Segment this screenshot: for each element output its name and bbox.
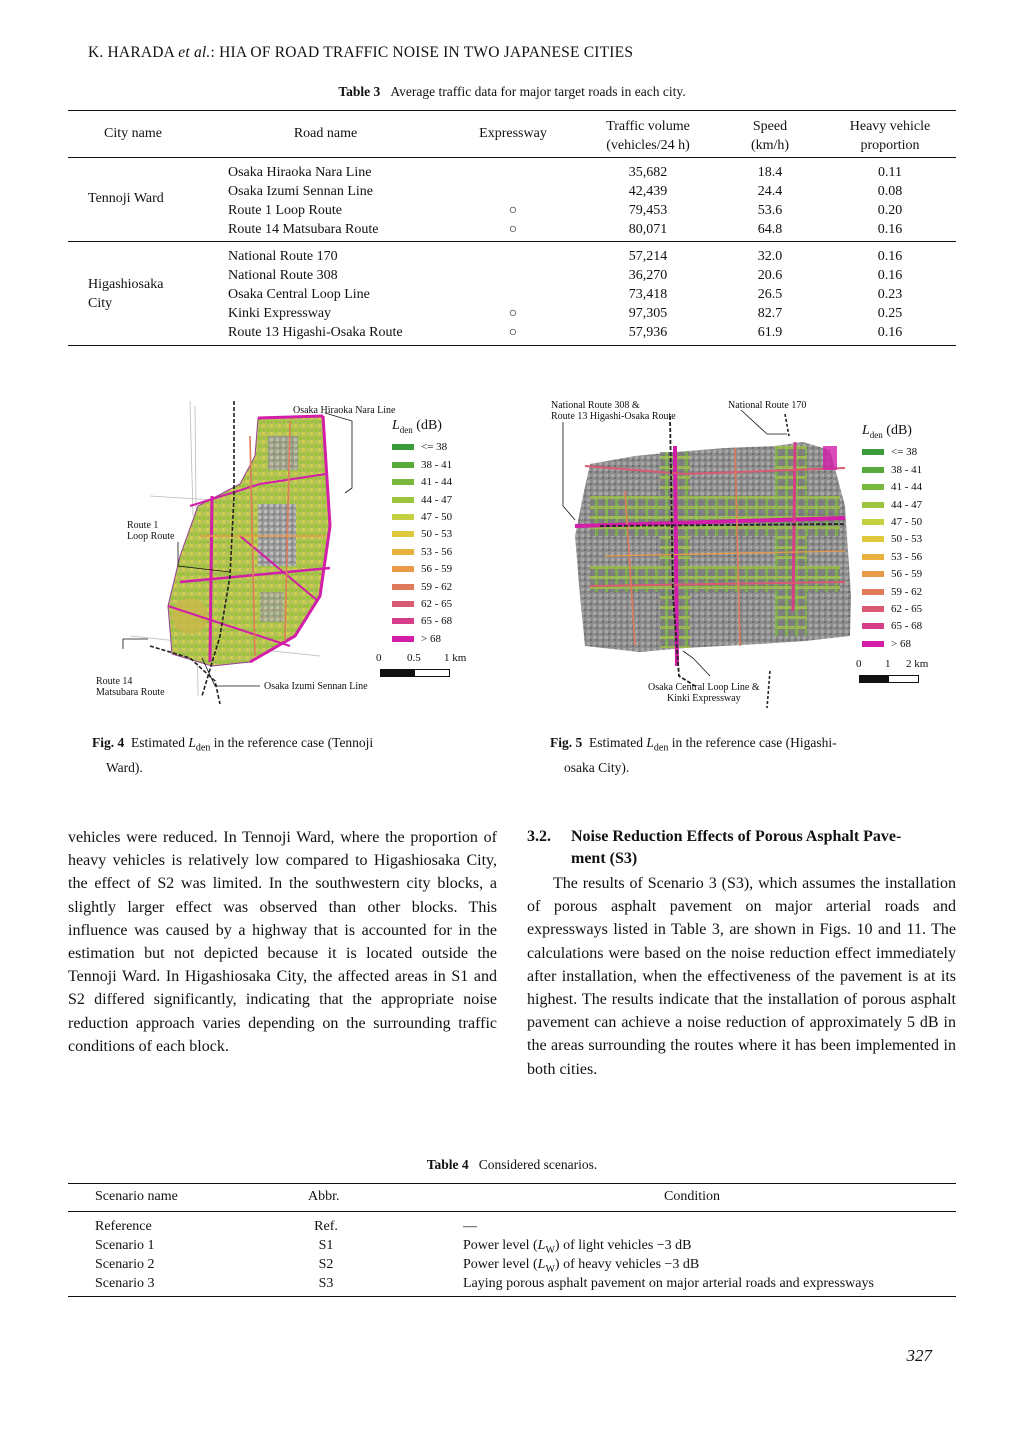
legend-swatch: [862, 554, 884, 560]
fig4-legend: [392, 418, 452, 647]
legend-title: [392, 418, 452, 435]
fig4-label-loop: [127, 520, 175, 542]
legend-label: 44 - 47: [421, 493, 453, 506]
table4-top-rule: [68, 1183, 956, 1184]
legend-item: [392, 561, 452, 578]
legend-label: 65 - 68: [891, 620, 923, 633]
cell-road: Osaka Central Loop Line: [228, 287, 370, 302]
cell-heavy: 0.20: [877, 203, 903, 218]
table3-caption-text: Average traffic data for major target roads in each city.: [390, 84, 686, 99]
legend-swatch: [862, 484, 884, 490]
legend-label: 47 - 50: [891, 516, 923, 529]
table-row: [68, 1274, 956, 1293]
legend-item: [862, 461, 922, 478]
cell-expressway: ○: [508, 222, 518, 237]
fig4-caption-sub: den: [195, 742, 211, 754]
legend-rows: [392, 439, 452, 648]
cell-volume: 79,453: [628, 203, 668, 218]
cell-road: Kinki Expressway: [228, 306, 332, 321]
table4-bottom-rule: [68, 1296, 956, 1297]
fig4-park: [172, 598, 208, 634]
fig4-label-route14-line2: Matsubara Route: [96, 687, 165, 698]
cell-scenario-name: Scenario 3: [95, 1276, 155, 1291]
legend-item: [862, 583, 922, 600]
table-row: [68, 1255, 956, 1274]
section-body-paragraph: The results of Scenario 3 (S3), which assumes the installation of porous asphalt pavement on major arterial roads and expressways listed in Table 3, are shown in Figs. 10 and 11. The calculations were based on the noise reduction effect immediately after installation, when the effectiveness of the pavement is at its highest. The results indicate that the installation of porous asphalt pavement can achieve a noise reduction of approximately 5 dB in the areas surrounding the routes where it has been implemented in both cities.: [527, 875, 956, 1078]
legend-swatch: [862, 502, 884, 508]
header-etal: et al.: [178, 44, 211, 61]
fig4-label-loop-line2: Loop Route: [127, 531, 175, 542]
body-right-column: [527, 826, 956, 1081]
legend-item: [392, 630, 452, 647]
condition-text: —: [463, 1219, 477, 1234]
cell-expressway: ○: [508, 325, 518, 340]
fig5-map: [545, 396, 865, 716]
th-heavy-line2: proportion: [860, 138, 920, 153]
condition-symbol: L: [537, 1238, 546, 1253]
legend-item: [862, 479, 922, 496]
fig4-label-izumi: Osaka Izumi Sennan Line: [264, 681, 368, 692]
section-heading: [527, 826, 956, 870]
fig5-caption: [550, 733, 908, 777]
legend-swatch: [862, 623, 884, 629]
legend-title-symbol: L: [392, 418, 400, 433]
cell-speed: 82.7: [757, 306, 783, 321]
table-row: [68, 201, 956, 220]
legend-item: [862, 618, 922, 635]
legend-item: [392, 613, 452, 630]
cell-abbr: Ref.: [314, 1219, 338, 1234]
th-volume-line2: (vehicles/24 h): [606, 138, 690, 153]
table-row: [68, 304, 956, 323]
legend-item: [392, 578, 452, 595]
fig4-caption-symbol: L: [188, 735, 196, 750]
legend-label: 62 - 65: [891, 603, 923, 615]
cell-volume: 57,214: [628, 249, 668, 264]
fig4-caption-c: Ward).: [106, 759, 143, 775]
cell-condition: [463, 1217, 477, 1236]
table3-bottom-rule: [68, 345, 956, 346]
table-row: [68, 285, 956, 304]
t4-th-abbr: Abbr.: [308, 1189, 340, 1204]
condition-symbol: L: [537, 1257, 546, 1272]
legend-item: [862, 531, 922, 548]
t4-th-name: Scenario name: [95, 1189, 178, 1204]
legend-label: <= 38: [891, 446, 918, 459]
fig5-caption-symbol: L: [646, 735, 654, 750]
fig4-scale-bar: [380, 669, 450, 677]
legend-item: [392, 491, 452, 508]
fig4-gray-block: [260, 592, 284, 622]
fig4-label-loop-line1: Route 1: [127, 520, 159, 531]
legend-swatch: [392, 462, 414, 468]
cell-road: Route 1 Loop Route: [228, 203, 342, 218]
t4-th-condition: Condition: [664, 1189, 721, 1204]
fig4-caption-a: Estimated: [131, 735, 189, 750]
cell-expressway: ○: [508, 203, 518, 218]
legend-item: [392, 595, 452, 612]
legend-swatch: [392, 444, 414, 450]
table-row: [68, 323, 956, 342]
legend-title-unit: (dB): [412, 418, 442, 433]
legend-label: 62 - 65: [421, 598, 453, 610]
legend-title-sub: den: [869, 429, 883, 440]
cell-volume: 35,682: [628, 165, 668, 180]
legend-label: > 68: [421, 632, 441, 645]
cell-volume: 73,418: [628, 287, 668, 302]
cell-volume: 36,270: [628, 268, 668, 283]
section-title-line2: ment (S3): [571, 850, 638, 867]
section-number: 3.2.: [527, 828, 551, 845]
fig4-gray-block: [268, 436, 298, 470]
legend-swatch: [392, 584, 414, 590]
condition-subscript: W: [545, 1244, 555, 1256]
fig4-scale-0: 0: [376, 652, 382, 664]
fig5-dash-bottom: [767, 671, 770, 708]
legend-item: [862, 444, 922, 461]
fig5-caption-b: in the reference case (Higashi-: [668, 735, 837, 750]
legend-item: [392, 439, 452, 456]
fig4-caption-label: Fig. 4: [92, 735, 125, 750]
cell-heavy: 0.08: [877, 184, 903, 199]
fig5-label-170: National Route 170: [728, 400, 807, 411]
cell-city-line2: City: [88, 296, 113, 311]
body-left-column: [68, 826, 497, 1058]
fig4-label-route14: [96, 676, 165, 698]
legend-swatch: [392, 514, 414, 520]
cell-heavy: 0.16: [877, 268, 903, 283]
legend-label: 50 - 53: [891, 533, 923, 546]
cell-volume: 42,439: [628, 184, 668, 199]
th-volume-line1: Traffic volume: [606, 119, 690, 134]
fig5-caption-sub: den: [653, 742, 669, 754]
table3-top-rule: [68, 110, 956, 111]
cell-road: Osaka Izumi Sennan Line: [228, 184, 374, 199]
cell-heavy: 0.16: [877, 249, 903, 264]
table4-label: Table 4: [426, 1157, 469, 1172]
header-authors: K. HARADA: [88, 44, 175, 61]
legend-rows: [862, 444, 922, 653]
legend-swatch: [862, 571, 884, 577]
legend-label: > 68: [891, 637, 911, 650]
fig5-dash-170: [785, 414, 789, 436]
cell-volume: 80,071: [628, 222, 668, 237]
fig4-caption: [92, 733, 448, 777]
fig5-label-308: [551, 400, 676, 422]
fig5-caption-c: osaka City).: [564, 759, 630, 775]
legend-label: 56 - 59: [421, 563, 453, 576]
cell-scenario-name: Reference: [95, 1219, 152, 1234]
table4-header-rule: [68, 1211, 956, 1212]
legend-label: 53 - 56: [421, 545, 453, 558]
cell-road: National Route 308: [228, 268, 338, 283]
table-row: [68, 1236, 956, 1255]
cell-heavy: 0.23: [877, 287, 903, 302]
cell-heavy: 0.25: [877, 306, 903, 321]
cell-speed: 32.0: [757, 249, 783, 264]
fig5-label-308-line2: Route 13 Higashi-Osaka Route: [551, 411, 676, 422]
fig5-scale-0: 0: [856, 658, 862, 670]
cell-heavy: 0.11: [878, 165, 902, 180]
legend-item: [862, 548, 922, 565]
legend-item: [862, 600, 922, 617]
legend-title-unit: (dB): [882, 423, 912, 438]
table3-group-rule: [68, 241, 956, 242]
th-heavy: [830, 117, 950, 155]
cell-abbr: S1: [318, 1238, 334, 1253]
legend-swatch: [392, 636, 414, 642]
condition-text: Power level (: [463, 1257, 538, 1272]
table-row: [68, 1217, 956, 1236]
table-row: [68, 163, 956, 182]
cell-speed: 61.9: [757, 325, 783, 340]
cell-speed: 24.4: [757, 184, 783, 199]
cell-city: Tennoji Ward: [88, 191, 164, 206]
legend-swatch: [862, 641, 884, 647]
legend-label: 41 - 44: [421, 476, 453, 489]
body-left-paragraph: vehicles were reduced. In Tennoji Ward, where the proportion of heavy vehicles is relatively low compared to Higashiosaka City, the effect of S2 was limited. In the southwestern city blocks, a slightly larger effect was observed than other blocks. This influence was caused by a highway that is accounted for in the estimation but not depicted because it is located outside the Tennoji Ward. In Higashiosaka City, the affected areas in S1 and S2 differed significantly, indicating that the appropriate noise reduction approach varies depending on the surrounding traffic conditions of each block.: [68, 829, 497, 1055]
legend-label: 41 - 44: [891, 481, 923, 494]
table-row: [68, 266, 956, 285]
fig5-scale-end: 2 km: [906, 658, 929, 670]
cell-heavy: 0.16: [877, 222, 903, 237]
section-title-line1: Noise Reduction Effects of Porous Asphalt Pave-: [571, 828, 902, 845]
legend-swatch: [392, 479, 414, 485]
legend-label: 38 - 41: [421, 458, 453, 471]
legend-title: [862, 423, 922, 440]
legend-swatch: [862, 467, 884, 473]
legend-label: 59 - 62: [891, 585, 923, 598]
legend-swatch: [392, 531, 414, 537]
legend-label: <= 38: [421, 441, 448, 454]
th-expressway: Expressway: [479, 126, 547, 141]
fig4-scale-end: 1 km: [444, 652, 467, 664]
legend-label: 53 - 56: [891, 550, 923, 563]
legend-item: [392, 526, 452, 543]
legend-swatch: [392, 549, 414, 555]
fig5-scale-bar: [859, 675, 919, 683]
section-body: [527, 872, 956, 1081]
th-road: Road name: [293, 126, 358, 141]
legend-item: [392, 474, 452, 491]
table-row: [68, 220, 956, 239]
cell-volume: 57,936: [628, 325, 668, 340]
fig4-scale-mid: 0.5: [407, 652, 421, 664]
cell-abbr: S2: [318, 1257, 334, 1272]
cell-city-line1: Higashiosaka: [88, 277, 164, 292]
table4-caption-text: Considered scenarios.: [478, 1157, 598, 1172]
cell-road: Osaka Hiraoka Nara Line: [228, 165, 372, 180]
legend-label: 50 - 53: [421, 528, 453, 541]
legend-item: [392, 508, 452, 525]
legend-item: [862, 496, 922, 513]
cell-speed: 18.4: [757, 165, 783, 180]
fig5-legend: [862, 423, 922, 652]
running-header: [88, 44, 633, 62]
table3-label: Table 3: [338, 84, 381, 99]
legend-title-symbol: L: [862, 423, 870, 438]
cell-heavy: 0.16: [877, 325, 903, 340]
fig4-label-route14-line1: Route 14: [96, 676, 133, 687]
cell-abbr: S3: [318, 1276, 334, 1291]
legend-swatch: [392, 566, 414, 572]
th-city: City name: [104, 126, 162, 141]
condition-text: Laying porous asphalt pavement on major arterial roads and expressways: [463, 1276, 874, 1291]
condition-text-end: ) of light vehicles −3 dB: [554, 1238, 692, 1253]
fig4-label-nara: Osaka Hiraoka Nara Line: [293, 405, 396, 416]
fig4-caption-b: in the reference case (Tennoji: [210, 735, 374, 750]
legend-swatch: [862, 449, 884, 455]
cell-scenario-name: Scenario 1: [95, 1238, 155, 1253]
legend-label: 44 - 47: [891, 498, 923, 511]
cell-road: National Route 170: [228, 249, 338, 264]
fig5-label-308-line1: National Route 308 &: [551, 400, 640, 411]
condition-subscript: W: [545, 1263, 555, 1275]
table-row: [68, 182, 956, 201]
cell-volume: 97,305: [628, 306, 668, 321]
legend-swatch: [862, 606, 884, 612]
legend-item: [862, 635, 922, 652]
table3-header-rule: [68, 157, 956, 158]
legend-swatch: [862, 589, 884, 595]
cell-road: Route 14 Matsubara Route: [228, 222, 379, 237]
th-speed: [740, 117, 800, 155]
cell-speed: 53.6: [757, 203, 783, 218]
legend-label: 65 - 68: [421, 615, 453, 628]
th-volume: [588, 117, 708, 155]
cell-condition: [463, 1274, 874, 1293]
page-number: 327: [906, 1346, 932, 1365]
legend-label: 47 - 50: [421, 511, 453, 524]
condition-text-end: ) of heavy vehicles −3 dB: [554, 1257, 700, 1272]
condition-text: Power level (: [463, 1238, 538, 1253]
legend-swatch: [862, 519, 884, 525]
fig5-label-central: [648, 682, 760, 704]
table3-caption: [0, 84, 1024, 100]
table3-header: [68, 116, 956, 156]
fig5-label-central-line2: Kinki Expressway: [667, 693, 741, 704]
cell-expressway: ○: [508, 306, 518, 321]
cell-speed: 64.8: [757, 222, 783, 237]
header-title: : HIA OF ROAD TRAFFIC NOISE IN TWO JAPANESE CITIES: [210, 44, 634, 61]
fig5-label-central-line1: Osaka Central Loop Line &: [648, 682, 760, 693]
legend-swatch: [392, 618, 414, 624]
legend-item: [862, 566, 922, 583]
fig5-caption-a: Estimated: [589, 735, 647, 750]
legend-swatch: [392, 497, 414, 503]
legend-swatch: [862, 536, 884, 542]
legend-item: [392, 543, 452, 560]
legend-label: 38 - 41: [891, 463, 923, 476]
th-speed-line2: (km/h): [750, 138, 790, 153]
legend-swatch: [392, 601, 414, 607]
cell-scenario-name: Scenario 2: [95, 1257, 155, 1272]
fig5-caption-label: Fig. 5: [550, 735, 583, 750]
legend-label: 56 - 59: [891, 568, 923, 581]
table-row: [68, 247, 956, 266]
legend-title-sub: den: [399, 424, 413, 435]
table4-caption: [0, 1157, 1024, 1173]
cell-speed: 26.5: [757, 287, 783, 302]
th-heavy-line1: Heavy vehicle: [849, 119, 931, 134]
legend-item: [392, 456, 452, 473]
legend-item: [862, 513, 922, 530]
fig5-scale-mid: 1: [885, 658, 891, 670]
legend-label: 59 - 62: [421, 580, 453, 593]
cell-speed: 20.6: [757, 268, 783, 283]
th-speed-line1: Speed: [752, 119, 788, 134]
cell-road: Route 13 Higashi-Osaka Route: [228, 325, 403, 340]
